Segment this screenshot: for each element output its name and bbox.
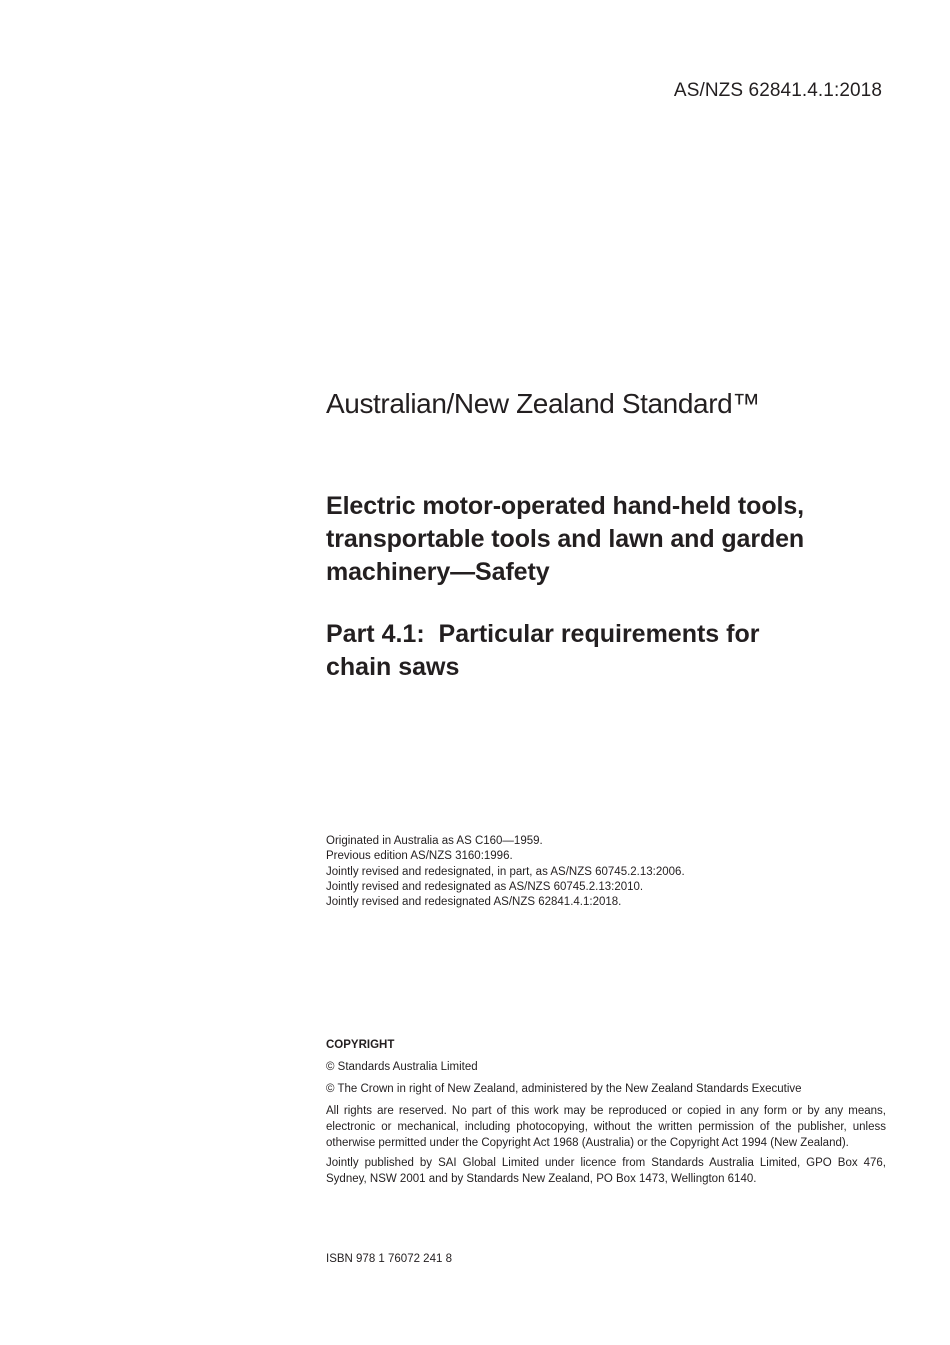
copyright-publisher: Jointly published by SAI Global Limited under licence from Standards Australia Limited, GPO Box 476, Sydney, NSW 2001 and by Standards New Zealand, PO Box 1473, Wellington 6140.: [326, 1157, 886, 1185]
isbn: ISBN 978 1 76072 241 8: [326, 1253, 452, 1265]
copyright-heading: COPYRIGHT: [326, 1039, 395, 1051]
copyright-rights: All rights are reserved. No part of this work may be reproduced or copied in any form or by any means, electronic or mechanical, including photocopying, without the written permission of the publisher, unless otherwise permitted under the Copyright Act 1968 (Australia) or the Copyright Act 1994 (New Zealand).: [326, 1105, 886, 1149]
history-line: Jointly revised and redesignated AS/NZS 62841.4.1:2018.: [326, 896, 622, 909]
part-title-line: chain saws: [326, 653, 460, 681]
copyright-holder-nz: © The Crown in right of New Zealand, administered by the New Zealand Standards Executive: [326, 1083, 802, 1095]
part-title: [326, 618, 886, 684]
history-line: Originated in Australia as AS C160—1959.: [326, 835, 543, 847]
publication-history: [326, 834, 886, 910]
history-line: Jointly revised and redesignated, in part, as AS/NZS 60745.2.13:2006.: [326, 865, 685, 878]
document-title: [326, 490, 886, 589]
history-line: Jointly revised and redesignated as AS/NZS 60745.2.13:2010.: [326, 880, 644, 893]
document-title-line: Electric motor-operated hand-held tools,: [326, 492, 804, 520]
part-title-line: Part 4.1: Particular requirements for: [326, 620, 760, 648]
document-number: AS/NZS 62841.4.1:2018: [673, 80, 882, 101]
document-title-line: machinery—Safety: [326, 558, 550, 586]
standard-label: Australian/New Zealand Standard™: [326, 388, 760, 419]
document-title-line: transportable tools and lawn and garden: [326, 525, 805, 553]
copyright-holder-au: © Standards Australia Limited: [326, 1061, 478, 1073]
history-line: Previous edition AS/NZS 3160:1996.: [326, 850, 513, 863]
copyright-block: [326, 1037, 886, 1193]
